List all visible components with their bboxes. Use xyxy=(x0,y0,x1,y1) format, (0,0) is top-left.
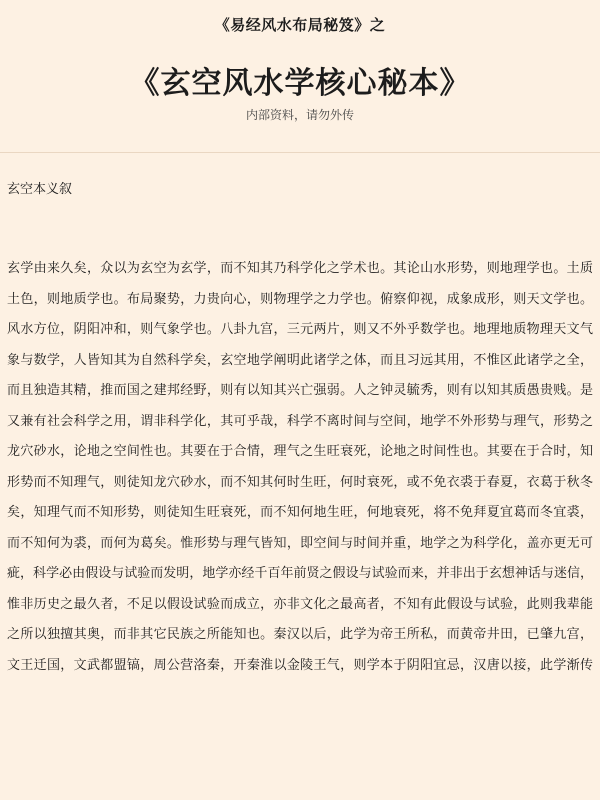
body-line: 玄学由来久矣，众以为玄空为玄学，而不知其乃科学化之学术也。其论山水形势，则地理学也。土质 xyxy=(7,261,593,276)
body-line: 风水方位，阴阳冲和，则气象学也。八卦九宫，三元两片，则又不外乎数学也。地理地质物理天文气 xyxy=(7,322,593,337)
body-text xyxy=(7,254,593,681)
body-line: 龙穴砂水，论地之空间性也。其要在于合情，理气之生旺衰死，论地之时间性也。其要在于合时，知 xyxy=(7,444,593,459)
section-heading: 玄空本义叙 xyxy=(7,182,73,197)
body-line: 象与数学，人皆知其为自然科学矣，玄空地学阐明此诸学之体，而且习远其用，不惟区此诸学之全， xyxy=(7,352,593,368)
body-line: 又兼有社会科学之用，谓非科学化，其可乎哉，科学不离时间与空间，地学不外形势与理气，形势之 xyxy=(7,413,593,429)
body-line: 惟非历史之最久者，不足以假设试验而成立，亦非文化之最高者，不知有此假设与试验，此则我辈能 xyxy=(7,596,593,612)
series-title: 《易经风水布局秘笈》之 xyxy=(214,16,386,34)
body-line: 矣，知理气而不知形势，则徒知生旺衰死，而不知何地生旺，何地衰死，将不免拜夏宜葛而冬宜裘， xyxy=(7,505,593,520)
body-line: 文王迁国，文武都盟镐，周公营洛秦，开秦淮以金陵王气，则学本于阴阳宜忌，汉唐以接，此学渐传 xyxy=(7,657,593,673)
body-line: 疵，科学必由假设与试验而发明，地学亦经千百年前贤之假设与试验而来，并非出于玄想神话与迷信， xyxy=(7,566,593,581)
body-line: 形势而不知理气，则徒知龙穴砂水，而不知其何时生旺，何时衰死，或不免衣裘于春夏，衣葛于秋冬 xyxy=(7,474,593,490)
confidential-note: 内部资料，请勿外传 xyxy=(245,108,354,122)
body-line: 土色，则地质学也。布局聚势，力贵向心，则物理学之力学也。俯察仰视，成象成形，则天文学也。 xyxy=(7,291,593,307)
header-divider xyxy=(0,152,600,153)
book-title: 《玄空风水学核心秘本》 xyxy=(129,66,471,101)
body-line: 而且独造其精，推而国之建邦经野，则有以知其兴亡强弱。人之钟灵毓秀，则有以知其质愚贵贱。是 xyxy=(7,383,593,398)
body-line: 之所以独擅其奥，而非其它民族之所能知也。秦汉以后，此学为帝王所私，而黄帝井田，已肇九宫， xyxy=(7,627,593,642)
body-line: 而不知何为裘，而何为葛矣。惟形势与理气皆知，即空间与时间并重，地学之为科学化，盖亦更无可 xyxy=(7,535,593,551)
